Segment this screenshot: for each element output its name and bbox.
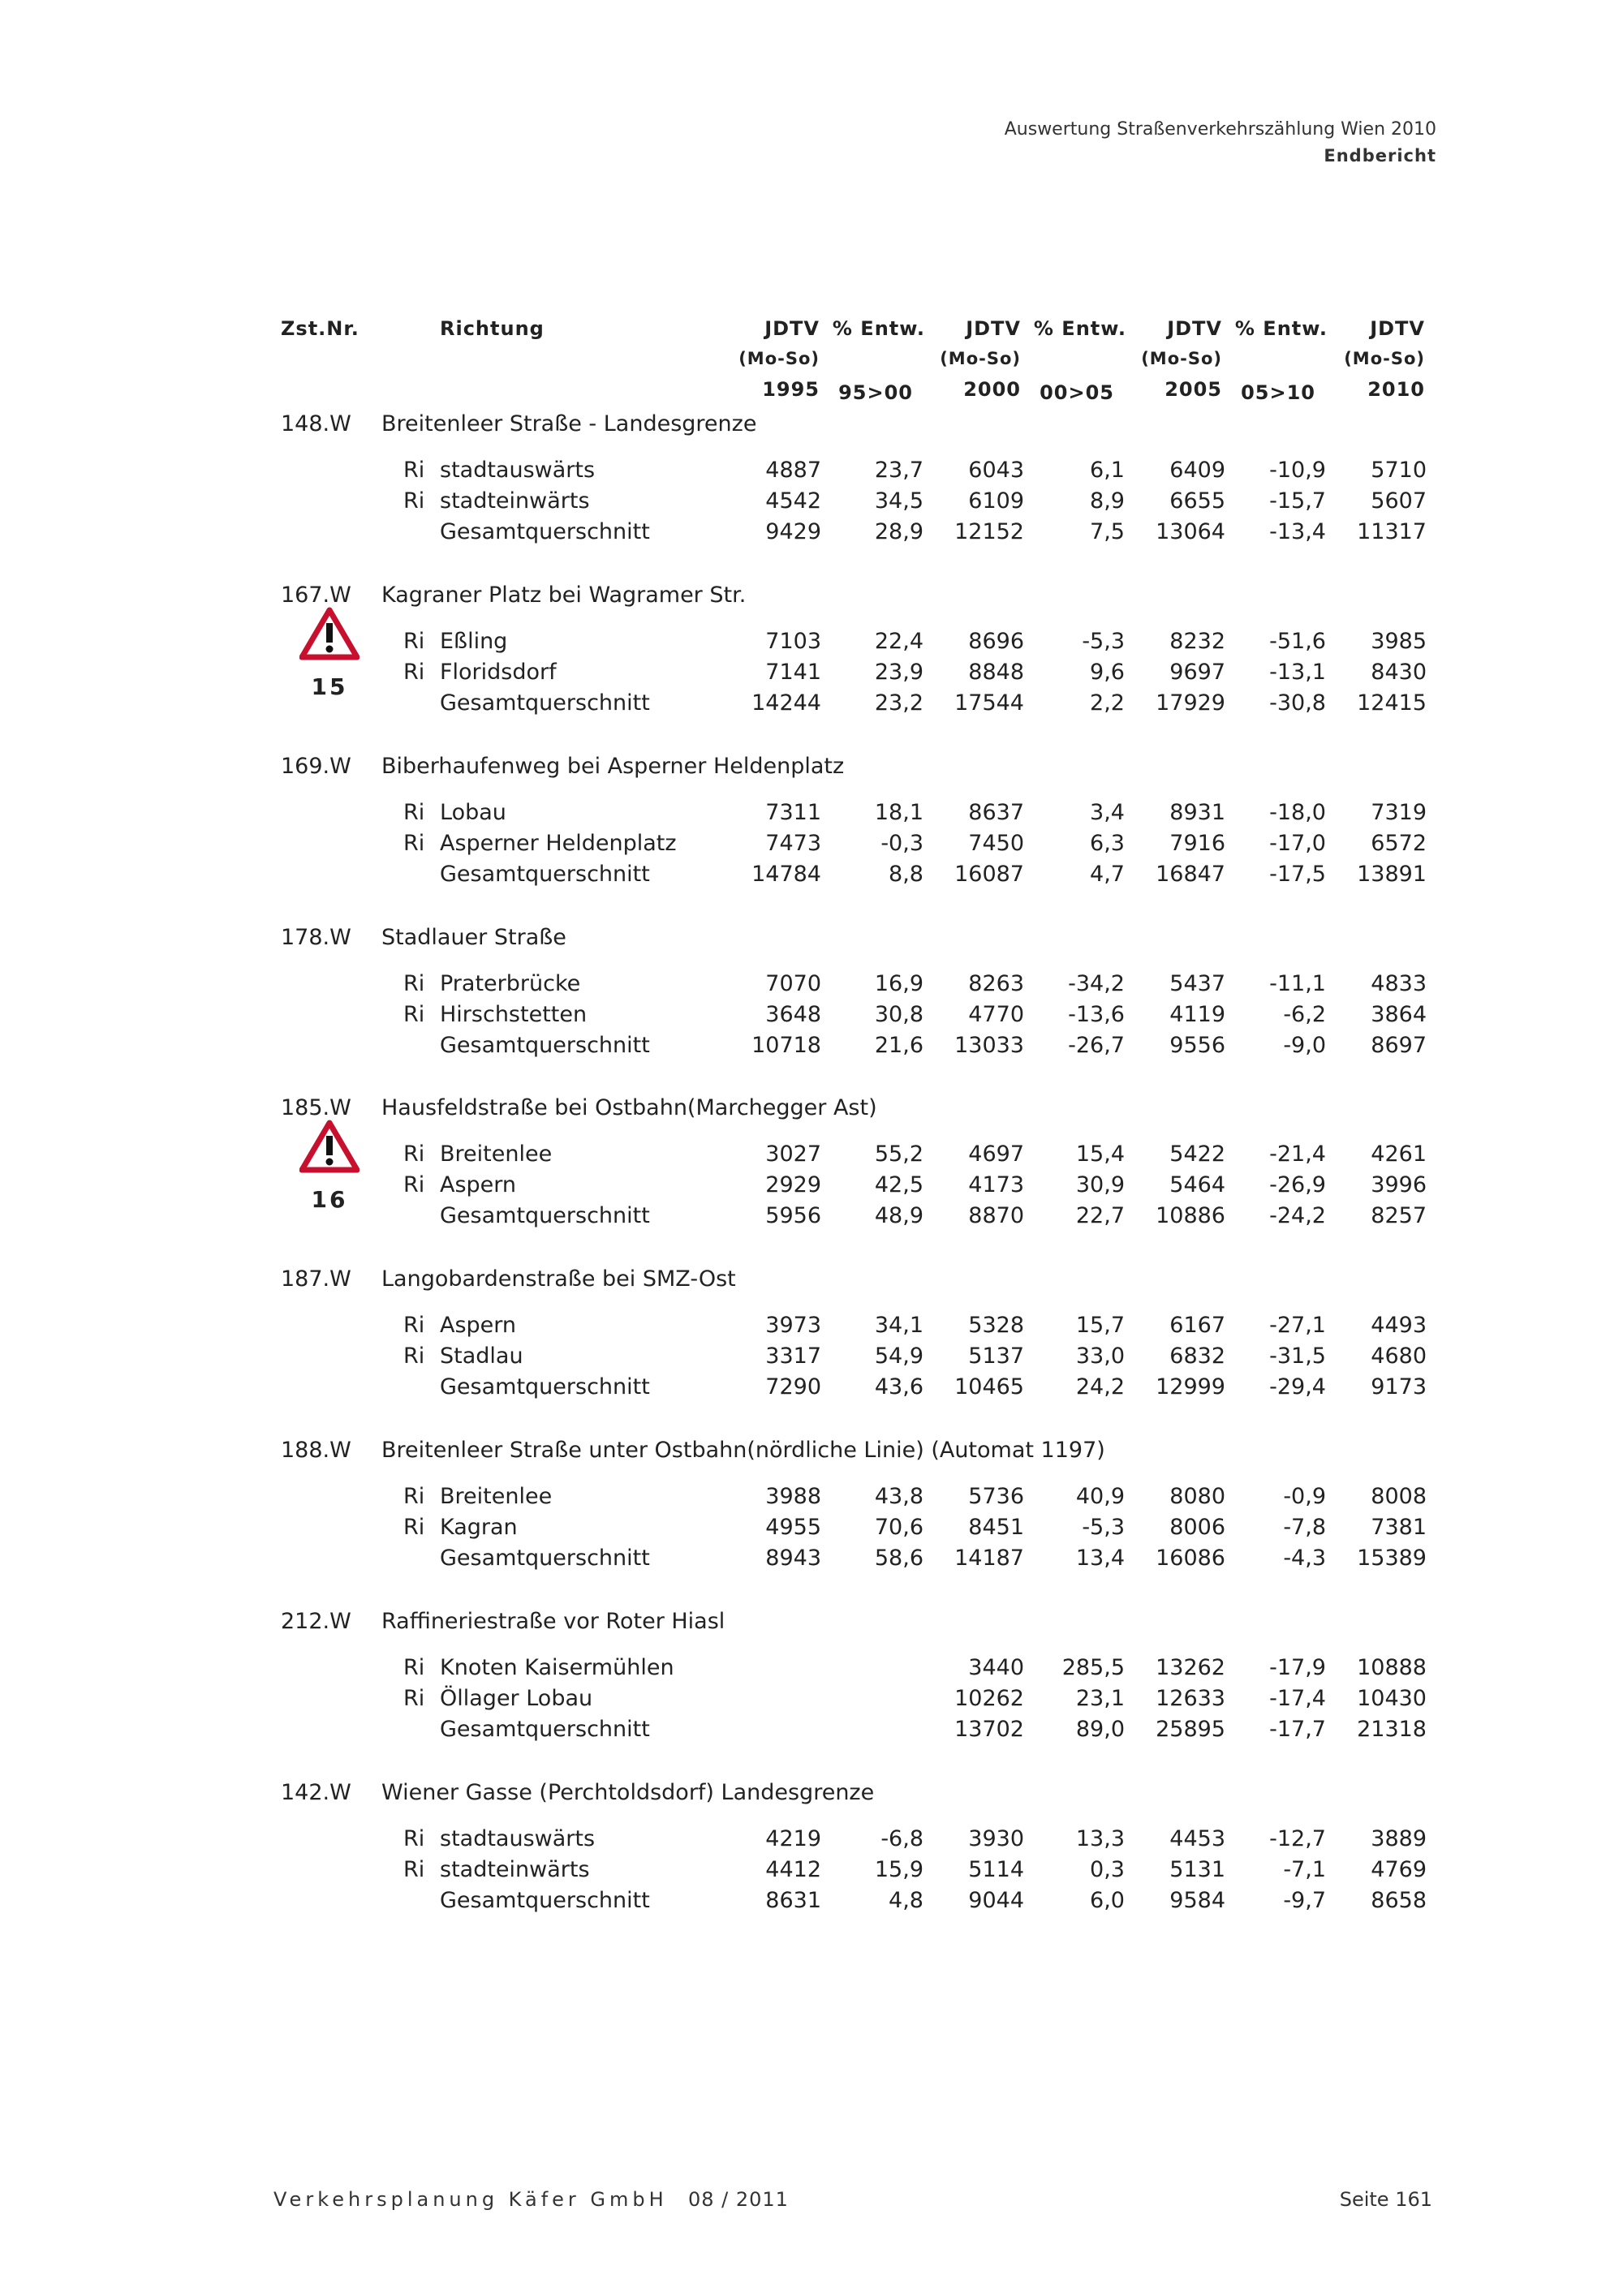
cell-jdtv-2005: 10886 (1156, 1203, 1225, 1228)
report-subtitle: Endbericht (1324, 146, 1436, 166)
cell-entw-05-10: -13,4 (1269, 519, 1326, 544)
cell-jdtv-2010: 7381 (1371, 1515, 1427, 1540)
station-number: 169.W (281, 754, 351, 779)
cell-jdtv-2000: 8451 (968, 1515, 1024, 1540)
cell-entw-05-10: -27,1 (1269, 1313, 1326, 1338)
direction-prefix: Ri (403, 1344, 425, 1369)
cell-entw-00-05: 40,9 (1075, 1484, 1125, 1509)
direction-prefix: Ri (403, 629, 425, 654)
cell-jdtv-2010: 9173 (1371, 1374, 1427, 1400)
cell-jdtv-2000: 8696 (968, 629, 1024, 654)
cell-jdtv-2010: 8658 (1371, 1888, 1427, 1913)
row-label: Aspern (440, 1313, 517, 1338)
cell-jdtv-2000: 5736 (968, 1484, 1024, 1509)
cell-jdtv-2000: 6043 (968, 458, 1024, 483)
cell-jdtv-2005: 5131 (1169, 1857, 1225, 1882)
cell-jdtv-2010: 3996 (1371, 1172, 1427, 1197)
row-label: Gesamtquerschnitt (440, 1546, 650, 1571)
cell-entw-00-05: 6,1 (1090, 458, 1125, 483)
cell-entw-95-00: 23,9 (874, 660, 923, 685)
col-year-2010: 2010 (1367, 378, 1425, 401)
col-entw-00-05: % Entw. (1033, 317, 1126, 340)
cell-entw-95-00: 28,9 (874, 519, 923, 544)
cell-jdtv-2000: 3930 (968, 1826, 1024, 1851)
station-name: Biberhaufenweg bei Asperner Heldenplatz (381, 754, 845, 779)
cell-jdtv-2000: 5114 (968, 1857, 1024, 1882)
cell-jdtv-2005: 9697 (1169, 660, 1225, 685)
direction-prefix: Ri (403, 800, 425, 825)
cell-jdtv-2005: 8080 (1169, 1484, 1225, 1509)
cell-entw-00-05: 24,2 (1075, 1374, 1125, 1400)
cell-jdtv-1995: 3648 (765, 1002, 821, 1027)
cell-entw-95-00: 16,9 (874, 971, 923, 996)
cell-jdtv-2000: 14187 (954, 1546, 1024, 1571)
cell-entw-00-05: 22,7 (1075, 1203, 1125, 1228)
cell-jdtv-2005: 9556 (1169, 1033, 1225, 1058)
cell-entw-95-00: 4,8 (889, 1888, 923, 1913)
cell-jdtv-2005: 6655 (1169, 488, 1225, 514)
row-label: Knoten Kaisermühlen (440, 1655, 674, 1680)
direction-prefix: Ri (403, 1002, 425, 1027)
station-name: Kagraner Platz bei Wagramer Str. (381, 583, 747, 608)
direction-prefix: Ri (403, 1484, 425, 1509)
cell-jdtv-1995: 10718 (751, 1033, 821, 1058)
warning-triangle-icon (299, 1120, 359, 1173)
row-label: Eßling (440, 629, 508, 654)
col-mo-so-1995: (Mo-So) (738, 349, 820, 368)
cell-entw-95-00: 23,2 (874, 690, 923, 716)
direction-prefix: Ri (403, 1686, 425, 1711)
row-label: Gesamtquerschnitt (440, 862, 650, 887)
cell-entw-05-10: -11,1 (1269, 971, 1326, 996)
cell-jdtv-2000: 5137 (968, 1344, 1024, 1369)
cell-entw-95-00: 58,6 (874, 1546, 923, 1571)
col-entw-05-10: % Entw. (1234, 317, 1328, 340)
cell-jdtv-2000: 6109 (968, 488, 1024, 514)
station-number: 187.W (281, 1266, 351, 1292)
cell-jdtv-2010: 8697 (1371, 1033, 1427, 1058)
cell-jdtv-1995: 3317 (765, 1344, 821, 1369)
cell-entw-95-00: 30,8 (874, 1002, 923, 1027)
direction-prefix: Ri (403, 1655, 425, 1680)
col-year-2005: 2005 (1165, 378, 1222, 401)
cell-entw-00-05: 13,3 (1075, 1826, 1125, 1851)
cell-entw-95-00: 15,9 (874, 1857, 923, 1882)
cell-jdtv-1995: 3988 (765, 1484, 821, 1509)
cell-entw-00-05: 30,9 (1075, 1172, 1125, 1197)
cell-jdtv-1995: 9429 (765, 519, 821, 544)
direction-prefix: Ri (403, 1142, 425, 1167)
row-label: Breitenlee (440, 1142, 553, 1167)
cell-jdtv-2005: 16847 (1156, 862, 1225, 887)
cell-jdtv-1995: 4887 (765, 458, 821, 483)
cell-entw-05-10: -31,5 (1269, 1344, 1326, 1369)
cell-entw-00-05: 2,2 (1090, 690, 1125, 716)
cell-jdtv-2000: 4770 (968, 1002, 1024, 1027)
cell-jdtv-2000: 13033 (954, 1033, 1024, 1058)
cell-jdtv-2010: 8430 (1371, 660, 1427, 685)
cell-jdtv-1995: 7103 (765, 629, 821, 654)
cell-entw-00-05: -13,6 (1068, 1002, 1125, 1027)
cell-entw-05-10: -29,4 (1269, 1374, 1326, 1400)
direction-prefix: Ri (403, 458, 425, 483)
cell-entw-00-05: -26,7 (1068, 1033, 1125, 1058)
footer-company (273, 2188, 789, 2211)
cell-jdtv-2005: 5437 (1169, 971, 1225, 996)
station-number: 148.W (281, 411, 351, 436)
cell-jdtv-2010: 10888 (1357, 1655, 1427, 1680)
cell-jdtv-1995: 4955 (765, 1515, 821, 1540)
row-label: Gesamtquerschnitt (440, 1888, 650, 1913)
row-label: stadtauswärts (440, 1826, 596, 1851)
cell-jdtv-2010: 7319 (1371, 800, 1427, 825)
cell-jdtv-1995: 7141 (765, 660, 821, 685)
cell-entw-95-00: 48,9 (874, 1203, 923, 1228)
cell-jdtv-2010: 3864 (1371, 1002, 1427, 1027)
row-label: stadtauswärts (440, 458, 596, 483)
warning-number: 15 (311, 673, 348, 700)
col-richtung: Richtung (440, 317, 545, 340)
cell-entw-95-00: 70,6 (874, 1515, 923, 1540)
warning-number: 16 (311, 1186, 348, 1213)
cell-jdtv-2000: 8870 (968, 1203, 1024, 1228)
cell-entw-05-10: -12,7 (1269, 1826, 1326, 1851)
cell-entw-05-10: -18,0 (1269, 800, 1326, 825)
col-entw-95-00: % Entw. (832, 317, 925, 340)
col-jdtv-2005: JDTV (1167, 317, 1222, 340)
station-number: 212.W (281, 1609, 351, 1634)
cell-entw-05-10: -30,8 (1269, 690, 1326, 716)
cell-entw-95-00: 34,5 (874, 488, 923, 514)
cell-jdtv-2005: 12999 (1156, 1374, 1225, 1400)
cell-jdtv-1995: 8631 (765, 1888, 821, 1913)
cell-jdtv-2005: 17929 (1156, 690, 1225, 716)
cell-entw-00-05: -5,3 (1082, 629, 1125, 654)
cell-entw-05-10: -6,2 (1283, 1002, 1326, 1027)
cell-jdtv-2010: 5710 (1371, 458, 1427, 483)
station-name: Hausfeldstraße bei Ostbahn(Marchegger Ast) (381, 1095, 877, 1120)
cell-jdtv-2005: 8931 (1169, 800, 1225, 825)
cell-jdtv-1995: 7290 (765, 1374, 821, 1400)
cell-jdtv-2000: 10262 (954, 1686, 1024, 1711)
cell-jdtv-2010: 8257 (1371, 1203, 1427, 1228)
cell-entw-05-10: -17,9 (1269, 1655, 1326, 1680)
col-change-05-10: 05>10 (1241, 381, 1315, 404)
cell-entw-00-05: -34,2 (1068, 971, 1125, 996)
cell-jdtv-2010: 8008 (1371, 1484, 1427, 1509)
col-change-95-00: 95>00 (838, 381, 913, 404)
row-label: Lobau (440, 800, 506, 825)
cell-entw-95-00: 23,7 (874, 458, 923, 483)
station-name: Stadlauer Straße (381, 925, 566, 950)
row-label: Kagran (440, 1515, 518, 1540)
cell-jdtv-2000: 8637 (968, 800, 1024, 825)
cell-jdtv-2000: 17544 (954, 690, 1024, 716)
cell-entw-00-05: 6,3 (1090, 831, 1125, 856)
cell-jdtv-2010: 4493 (1371, 1313, 1427, 1338)
row-label: Gesamtquerschnitt (440, 1717, 650, 1742)
cell-jdtv-2005: 7916 (1169, 831, 1225, 856)
cell-jdtv-2010: 12415 (1357, 690, 1427, 716)
row-label: stadteinwärts (440, 488, 590, 514)
station-name: Wiener Gasse (Perchtoldsdorf) Landesgrenze (381, 1780, 875, 1805)
row-label: Stadlau (440, 1344, 523, 1369)
cell-entw-00-05: 4,7 (1090, 862, 1125, 887)
cell-jdtv-1995: 7070 (765, 971, 821, 996)
cell-jdtv-1995: 4219 (765, 1826, 821, 1851)
cell-entw-05-10: -21,4 (1269, 1142, 1326, 1167)
cell-jdtv-1995: 7311 (765, 800, 821, 825)
footer-company-name: Verkehrsplanung Käfer GmbH (273, 2188, 668, 2211)
row-label: Asperner Heldenplatz (440, 831, 677, 856)
cell-jdtv-2010: 5607 (1371, 488, 1427, 514)
col-jdtv-2010: JDTV (1370, 317, 1425, 340)
cell-jdtv-2000: 9044 (968, 1888, 1024, 1913)
cell-jdtv-1995: 3973 (765, 1313, 821, 1338)
cell-entw-00-05: 15,4 (1075, 1142, 1125, 1167)
cell-jdtv-2010: 6572 (1371, 831, 1427, 856)
direction-prefix: Ri (403, 971, 425, 996)
cell-jdtv-2010: 3985 (1371, 629, 1427, 654)
cell-entw-05-10: -13,1 (1269, 660, 1326, 685)
direction-prefix: Ri (403, 1826, 425, 1851)
cell-jdtv-2005: 9584 (1169, 1888, 1225, 1913)
footer-page-number: Seite 161 (1339, 2188, 1432, 2211)
cell-jdtv-2010: 10430 (1357, 1686, 1427, 1711)
cell-jdtv-2000: 10465 (954, 1374, 1024, 1400)
row-label: Aspern (440, 1172, 517, 1197)
cell-entw-05-10: -9,0 (1283, 1033, 1326, 1058)
cell-jdtv-2005: 8006 (1169, 1515, 1225, 1540)
col-zst: Zst.Nr. (281, 317, 359, 340)
cell-jdtv-1995: 3027 (765, 1142, 821, 1167)
row-label: Öllager Lobau (440, 1686, 593, 1711)
cell-jdtv-2005: 13262 (1156, 1655, 1225, 1680)
cell-entw-00-05: 89,0 (1075, 1717, 1125, 1742)
station-name: Langobardenstraße bei SMZ-Ost (381, 1266, 736, 1292)
direction-prefix: Ri (403, 1857, 425, 1882)
cell-entw-00-05: 285,5 (1061, 1655, 1125, 1680)
cell-entw-95-00: 42,5 (874, 1172, 923, 1197)
report-title: Auswertung Straßenverkehrszählung Wien 2010 (1004, 119, 1436, 140)
row-label: Gesamtquerschnitt (440, 1033, 650, 1058)
warning-badge (297, 607, 362, 700)
cell-jdtv-2000: 13702 (954, 1717, 1024, 1742)
cell-jdtv-2000: 12152 (954, 519, 1024, 544)
cell-entw-95-00: -6,8 (880, 1826, 923, 1851)
cell-jdtv-1995: 4542 (765, 488, 821, 514)
cell-entw-00-05: 13,4 (1075, 1546, 1125, 1571)
cell-jdtv-2000: 7450 (968, 831, 1024, 856)
row-label: Gesamtquerschnitt (440, 690, 650, 716)
cell-jdtv-2005: 6409 (1169, 458, 1225, 483)
cell-jdtv-1995: 2929 (765, 1172, 821, 1197)
cell-jdtv-2005: 13064 (1156, 519, 1225, 544)
direction-prefix: Ri (403, 1172, 425, 1197)
cell-entw-05-10: -0,9 (1283, 1484, 1326, 1509)
footer-date: 08 / 2011 (687, 2188, 789, 2211)
cell-jdtv-1995: 5956 (765, 1203, 821, 1228)
cell-entw-05-10: -17,0 (1269, 831, 1326, 856)
row-label: Floridsdorf (440, 660, 557, 685)
cell-jdtv-2005: 6167 (1169, 1313, 1225, 1338)
row-label: Gesamtquerschnitt (440, 519, 650, 544)
cell-jdtv-2000: 4697 (968, 1142, 1024, 1167)
cell-entw-00-05: 0,3 (1090, 1857, 1125, 1882)
cell-entw-95-00: 43,8 (874, 1484, 923, 1509)
cell-entw-00-05: 33,0 (1075, 1344, 1125, 1369)
direction-prefix: Ri (403, 488, 425, 514)
cell-entw-05-10: -17,7 (1269, 1717, 1326, 1742)
cell-jdtv-2005: 8232 (1169, 629, 1225, 654)
cell-entw-05-10: -24,2 (1269, 1203, 1326, 1228)
cell-jdtv-2010: 4769 (1371, 1857, 1427, 1882)
cell-jdtv-1995: 7473 (765, 831, 821, 856)
col-year-1995: 1995 (762, 378, 820, 401)
cell-jdtv-2010: 4261 (1371, 1142, 1427, 1167)
col-jdtv-2000: JDTV (966, 317, 1021, 340)
cell-jdtv-2005: 5422 (1169, 1142, 1225, 1167)
cell-jdtv-2005: 12633 (1156, 1686, 1225, 1711)
cell-jdtv-2000: 3440 (968, 1655, 1024, 1680)
row-label: Hirschstetten (440, 1002, 588, 1027)
cell-entw-95-00: 34,1 (874, 1313, 923, 1338)
row-label: stadteinwärts (440, 1857, 590, 1882)
cell-entw-95-00: 43,6 (874, 1374, 923, 1400)
cell-jdtv-2010: 21318 (1357, 1717, 1427, 1742)
cell-entw-05-10: -4,3 (1283, 1546, 1326, 1571)
direction-prefix: Ri (403, 1515, 425, 1540)
row-label: Breitenlee (440, 1484, 553, 1509)
cell-entw-95-00: -0,3 (880, 831, 923, 856)
cell-entw-05-10: -15,7 (1269, 488, 1326, 514)
cell-jdtv-2010: 15389 (1357, 1546, 1427, 1571)
cell-entw-00-05: 23,1 (1075, 1686, 1125, 1711)
cell-entw-95-00: 22,4 (874, 629, 923, 654)
cell-jdtv-1995: 4412 (765, 1857, 821, 1882)
station-number: 178.W (281, 925, 351, 950)
cell-jdtv-2000: 8263 (968, 971, 1024, 996)
cell-entw-05-10: -17,4 (1269, 1686, 1326, 1711)
col-change-00-05: 00>05 (1040, 381, 1114, 404)
cell-entw-00-05: 3,4 (1090, 800, 1125, 825)
col-mo-so-2005: (Mo-So) (1141, 349, 1222, 368)
warning-triangle-icon (299, 607, 359, 660)
cell-jdtv-2000: 8848 (968, 660, 1024, 685)
cell-jdtv-2005: 5464 (1169, 1172, 1225, 1197)
cell-entw-00-05: 6,0 (1090, 1888, 1125, 1913)
direction-prefix: Ri (403, 831, 425, 856)
cell-entw-05-10: -17,5 (1269, 862, 1326, 887)
station-name: Breitenleer Straße unter Ostbahn(nördliche Linie) (Automat 1197) (381, 1438, 1105, 1463)
cell-jdtv-2010: 3889 (1371, 1826, 1427, 1851)
cell-jdtv-2000: 16087 (954, 862, 1024, 887)
col-jdtv-1995: JDTV (764, 317, 820, 340)
cell-entw-00-05: 9,6 (1090, 660, 1125, 685)
cell-jdtv-1995: 14244 (751, 690, 821, 716)
cell-jdtv-2005: 4119 (1169, 1002, 1225, 1027)
cell-entw-95-00: 18,1 (874, 800, 923, 825)
cell-jdtv-2010: 13891 (1357, 862, 1427, 887)
cell-entw-05-10: -7,8 (1283, 1515, 1326, 1540)
cell-entw-95-00: 21,6 (874, 1033, 923, 1058)
cell-entw-05-10: -10,9 (1269, 458, 1326, 483)
cell-entw-00-05: 7,5 (1090, 519, 1125, 544)
cell-jdtv-2010: 11317 (1357, 519, 1427, 544)
cell-jdtv-2000: 5328 (968, 1313, 1024, 1338)
cell-jdtv-2000: 4173 (968, 1172, 1024, 1197)
station-number: 188.W (281, 1438, 351, 1463)
cell-entw-00-05: -5,3 (1082, 1515, 1125, 1540)
row-label: Gesamtquerschnitt (440, 1374, 650, 1400)
row-label: Gesamtquerschnitt (440, 1203, 650, 1228)
warning-badge (297, 1120, 362, 1213)
col-mo-so-2000: (Mo-So) (940, 349, 1021, 368)
cell-jdtv-2010: 4680 (1371, 1344, 1427, 1369)
cell-jdtv-2005: 16086 (1156, 1546, 1225, 1571)
cell-jdtv-2010: 4833 (1371, 971, 1427, 996)
direction-prefix: Ri (403, 1313, 425, 1338)
cell-entw-05-10: -9,7 (1283, 1888, 1326, 1913)
cell-jdtv-1995: 14784 (751, 862, 821, 887)
col-mo-so-2010: (Mo-So) (1344, 349, 1425, 368)
cell-entw-05-10: -26,9 (1269, 1172, 1326, 1197)
cell-jdtv-2005: 6832 (1169, 1344, 1225, 1369)
cell-jdtv-2005: 4453 (1169, 1826, 1225, 1851)
row-label: Praterbrücke (440, 971, 581, 996)
cell-entw-05-10: -51,6 (1269, 629, 1326, 654)
cell-entw-95-00: 8,8 (889, 862, 923, 887)
station-name: Breitenleer Straße - Landesgrenze (381, 411, 757, 436)
cell-entw-95-00: 55,2 (874, 1142, 923, 1167)
station-number: 167.W (281, 583, 351, 608)
cell-entw-05-10: -7,1 (1283, 1857, 1326, 1882)
cell-entw-95-00: 54,9 (874, 1344, 923, 1369)
direction-prefix: Ri (403, 660, 425, 685)
cell-entw-00-05: 15,7 (1075, 1313, 1125, 1338)
station-name: Raffineriestraße vor Roter Hiasl (381, 1609, 725, 1634)
cell-jdtv-1995: 8943 (765, 1546, 821, 1571)
cell-entw-00-05: 8,9 (1090, 488, 1125, 514)
cell-jdtv-2005: 25895 (1156, 1717, 1225, 1742)
station-number: 185.W (281, 1095, 351, 1120)
station-number: 142.W (281, 1780, 351, 1805)
col-year-2000: 2000 (963, 378, 1021, 401)
